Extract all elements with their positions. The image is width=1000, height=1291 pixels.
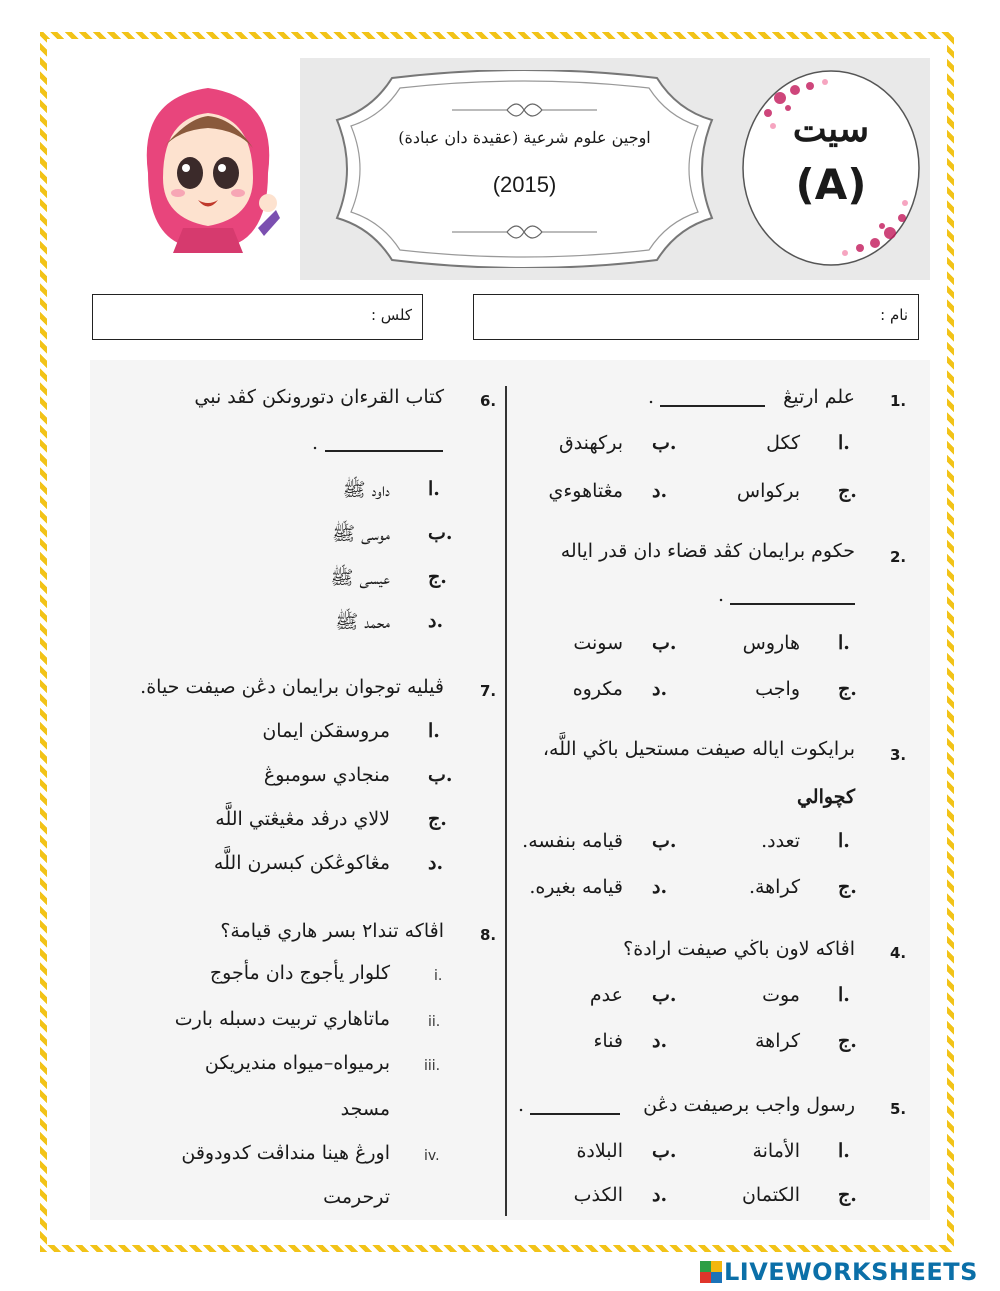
option-letter: ا. [428,478,440,500]
option-text[interactable]: موسى ﷺ [332,523,390,545]
set-label: سيت [792,108,870,150]
class-field[interactable] [92,294,423,340]
option-letter: ج. [838,876,857,898]
question-number: 6. [480,392,497,410]
option-text[interactable]: منجادي سومبوڠ [263,764,390,786]
question-text: كتاب القرءان دتورونكن كڤد نبي [194,386,444,408]
worksheet-year: (2015) [492,172,557,197]
option-letter: ا. [838,830,850,852]
question-text-continued: كچوالي [796,786,855,808]
option-text[interactable]: الأمانة [752,1140,800,1162]
option-letter: ا. [428,720,440,742]
statement-numeral: i. [434,968,443,984]
option-text[interactable]: فناء [593,1030,623,1052]
question-number: 7. [480,682,497,700]
option-text[interactable]: داود ﷺ [342,479,390,501]
question-number: 4. [890,944,907,962]
option-text[interactable]: لالاي درڤد مڠيڠتي اللَّه [215,808,390,830]
statement-text: برميواه–ميواه منديريكن [204,1052,390,1074]
option-letter: ب. [652,632,677,654]
option-text[interactable]: مڠاكوڠكن كبسرن اللَّه [213,852,390,874]
statement-numeral: ii. [428,1014,441,1030]
option-text[interactable]: عدم [589,984,623,1006]
liveworksheets-logo-text: LIVEWORKSHEETS [724,1258,978,1286]
answer-blank[interactable] [530,1113,620,1115]
question-end: . [518,1094,525,1116]
option-text[interactable]: الكذب [573,1184,623,1206]
option-letter: ج. [428,566,447,588]
option-text[interactable]: الكتمان [741,1184,800,1206]
option-text[interactable]: هاروس [742,632,800,654]
option-letter: ج. [838,678,857,700]
question-text: اڤاكه تندا٢ بسر هاري قيامة؟ [220,920,444,942]
statement-text-continued: ترحرمت [323,1186,390,1208]
question-number: 1. [890,392,907,410]
question-end: . [718,584,725,606]
option-letter: ا. [838,432,850,454]
option-text[interactable]: كراهة. [748,876,800,898]
option-letter: ج. [838,1184,857,1206]
option-text[interactable]: كراهة [754,1030,800,1052]
option-letter: ب. [652,432,677,454]
statement-text-continued: مسجد [340,1098,390,1120]
statement-numeral: iv. [424,1148,440,1164]
question-text: علم ارتيڠ [783,386,855,408]
question-number: 2. [890,548,907,566]
option-text[interactable]: قيامه بغيره. [529,876,623,898]
answer-blank[interactable] [730,603,855,605]
set-letter: (A) [795,160,867,209]
option-letter: ب. [428,764,453,786]
option-letter: د. [652,678,668,700]
option-letter: ب. [652,830,677,852]
question-text: اڤاكه لاون باڬي صيفت ارادة؟ [623,938,855,960]
question-text: رسول واجب برصيفت دڠن [643,1094,855,1116]
option-letter: د. [652,876,668,898]
statement-text: كلوار يأجوج دان مأجوج [209,962,390,984]
option-letter: ج. [428,808,447,830]
question-number: 8. [480,926,497,944]
name-label: نام : [880,306,908,324]
option-text[interactable]: ككل [766,432,800,454]
option-letter: ب. [652,1140,677,1162]
option-text[interactable]: مڠتاهوءي [548,480,623,502]
option-text[interactable]: واجب [755,678,800,700]
question-text: ڤيليه توجوان برايمان دڠن صيفت حياة. [140,676,444,698]
name-field[interactable] [473,294,919,340]
option-text[interactable]: سونت [573,632,623,654]
answer-blank[interactable] [325,450,443,452]
option-text[interactable]: مكروه [572,678,623,700]
class-label: كلس : [370,306,412,324]
option-letter: ج. [838,480,857,502]
option-letter: ب. [428,522,453,544]
option-letter: د. [652,1184,668,1206]
question-end: . [648,386,655,408]
option-letter: ا. [838,632,850,654]
option-letter: د. [428,610,444,632]
option-letter: ا. [838,984,850,1006]
option-text[interactable]: مروسقكن ايمان [262,720,390,742]
option-letter: د. [428,852,444,874]
option-text[interactable]: محمد ﷺ [335,611,390,633]
option-letter: ج. [838,1030,857,1052]
statement-numeral: iii. [424,1058,441,1074]
liveworksheets-logo[interactable] [700,1258,978,1286]
option-text[interactable]: بركهندق [558,432,623,454]
liveworksheets-logo-icon [700,1261,722,1283]
question-number: 3. [890,746,907,764]
column-divider [505,386,507,1216]
question-number: 5. [890,1100,907,1118]
statement-text: اورڠ هينا منداڤت كدودوقن [181,1142,390,1164]
option-text[interactable]: عيسى ﷺ [330,567,390,589]
option-letter: د. [652,480,668,502]
option-letter: د. [652,1030,668,1052]
question-text: برايكوت اياله صيفت مستحيل باڬي اللَّه، [542,738,855,760]
option-letter: ا. [838,1140,850,1162]
option-text[interactable]: بركواس [736,480,800,502]
option-text[interactable]: البلادة [576,1140,623,1162]
option-text[interactable]: تعدد. [761,830,800,852]
option-text[interactable]: موت [762,984,800,1006]
answer-blank[interactable] [660,405,765,407]
title-plaque [332,70,717,268]
option-letter: ب. [652,984,677,1006]
option-text[interactable]: قيامه بنفسه. [522,830,623,852]
worksheet-title: اوجين علوم شرعية (عقيدة دان عبادة) [398,128,651,147]
question-end: . [312,432,319,454]
question-text: حكوم برايمان كڤد قضاء دان قدر اياله [560,540,855,562]
girl-avatar-icon [128,78,288,253]
statement-text: ماتاهاري تربيت دسبله بارت [174,1008,390,1030]
